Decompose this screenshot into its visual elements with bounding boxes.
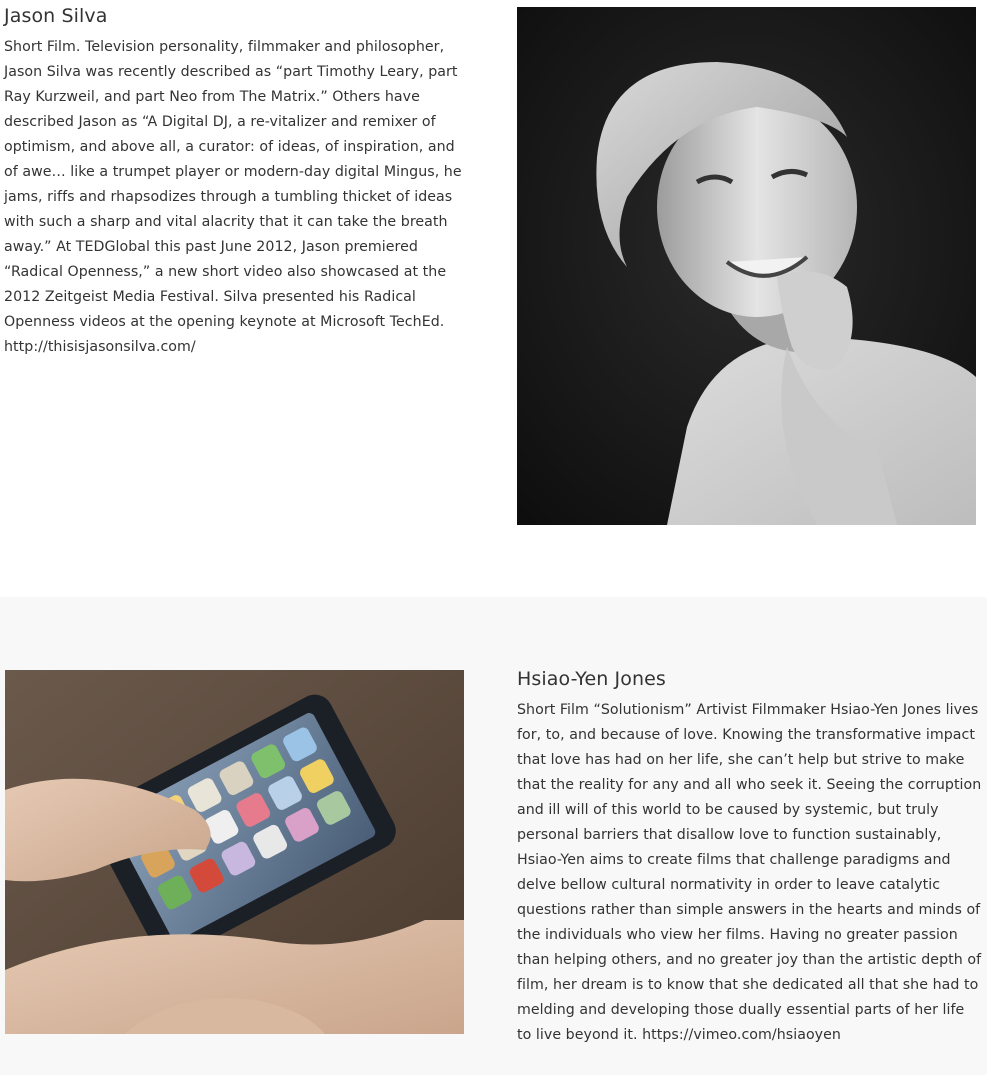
- profile-bio: Short Film “Solutionism” Artivist Filmmaker Hsiao-Yen Jones lives for, to, and because of love. Knowing the transformative impact that love has had on her life, she can’t help but strive to make that the reality for any and all who seek it. Seeing the corruption and ill will of this world to be caused by systemic, but truly personal barriers that disallow love to function sustainably, Hsiao-Yen aims to create films that challenge paradigms and delve bellow cultural normativity in order to leave catalytic questions rather than simple answers in the hearts and minds of the individuals who view her films. Having no greater passion than helping others, and no greater joy than the artistic depth of film, her dream is to know that she dedicated all that she had to melding and developing those dually essential parts of her life to live beyond it. https://vimeo.com/hsiaoyen: [517, 702, 982, 1043]
- profile-section-hsiao-yen-jones: [0, 597, 987, 1075]
- profile-name: Jason Silva: [4, 5, 108, 27]
- portrait-photo: [517, 7, 976, 525]
- smartphone-photo: [5, 670, 464, 1034]
- profile-bio: Short Film. Television personality, filmmaker and philosopher, Jason Silva was recently described as “part Timothy Leary, part Ray Kurzweil, and part Neo from The Matrix.” Others have described Jason as “A Digital DJ, a re-vitalizer and remixer of optimism, and above all, a curator: of ideas, of inspiration, and of awe… like a trumpet player or modern-day digital Mingus, he jams, riffs and rhapsodizes through a tumbling thicket of ideas with such a sharp and vital alacrity that it can take the breath away.” At TEDGlobal this past June 2012, Jason premiered “Radical Openness,” a new short video also showcased at the 2012 Zeitgeist Media Festival. Silva presented his Radical Openness videos at the opening keynote at Microsoft TechEd. http://thisisjasonsilva.com/: [4, 39, 462, 355]
- profile-name: Hsiao-Yen Jones: [517, 668, 666, 690]
